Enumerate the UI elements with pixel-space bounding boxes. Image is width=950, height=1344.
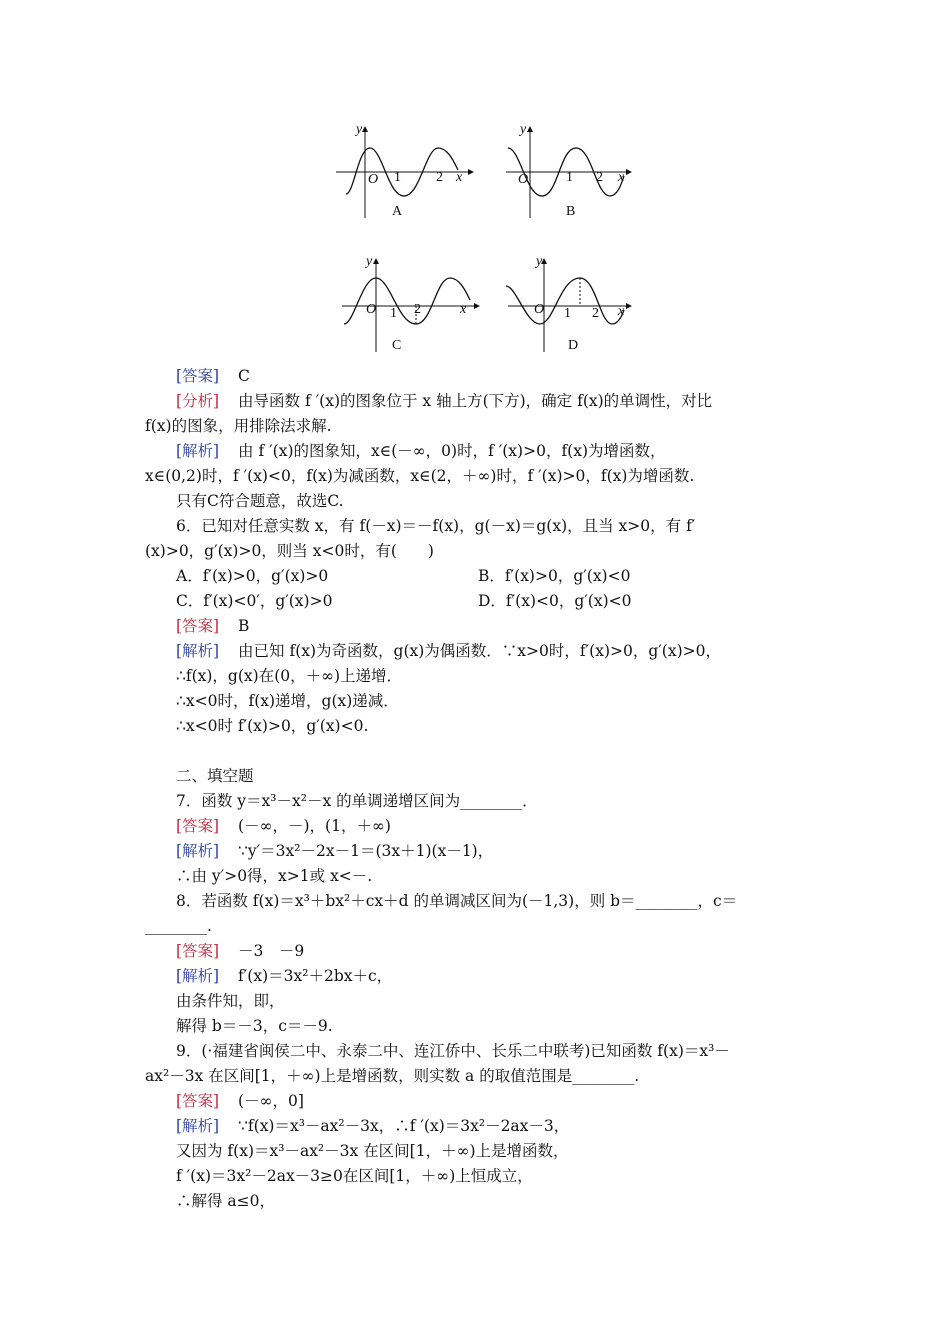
q7-answer-tag: [答案]: [176, 817, 220, 835]
q5-answer-line: [176, 366, 250, 386]
graph-a: [330, 120, 480, 220]
graph-c-origin: O: [366, 302, 377, 317]
graph-b-tick-2: 2: [596, 170, 603, 185]
q6-explain-1: 由已知 f(x)为奇函数，g(x)为偶函数．∵x>0时，f′(x)>0，g′(x)>0，: [238, 642, 721, 660]
q9-explain-line-3: f ′(x)＝3x²－2ax－3≥0在区间[1，＋∞)上恒成立，: [176, 1167, 533, 1185]
graph-a-x-label: x: [456, 170, 463, 185]
q7-stem: 7．函数 y＝x³－x²－x 的单调递增区间为________．: [176, 792, 538, 810]
graph-a-tick-1: 1: [394, 170, 401, 185]
q6-explain-line-1: [176, 641, 721, 661]
q8-explain-line-3: 解得 b＝－3，c＝－9.: [176, 1017, 333, 1035]
q6-option-c: C．f′(x)<0′，g′(x)>0: [176, 592, 333, 610]
graph-d: [502, 252, 652, 357]
q9-answer-line: [176, 1091, 304, 1111]
graph-b-tick-1: 1: [566, 170, 573, 185]
q9-stem-line-2: ax²－3x 在区间[1，＋∞)上是增函数，则实数 a 的取值范围是________.: [145, 1067, 640, 1085]
graph-b: [500, 120, 650, 220]
q5-analysis-1: 由导函数 f ′(x)的图象位于 x 轴上方(下方)，确定 f(x)的单调性，对比: [238, 392, 713, 410]
q7-explain-tag: [解析]: [176, 842, 220, 860]
q6-stem-line-2: (x)>0，g′(x)>0，则当 x<0时，有( ): [145, 542, 434, 560]
graph-d-origin: O: [534, 302, 545, 317]
q9-explain-line-4: ∴解得 a≤0，: [176, 1192, 276, 1210]
graph-d-caption: D: [568, 338, 579, 353]
graph-d-y-label: y: [536, 254, 543, 269]
q9-explain-1: ∵f(x)＝x³－ax²－3x，∴f ′(x)＝3x²－2ax－3，: [238, 1117, 570, 1135]
q8-answer-tag: [答案]: [176, 942, 220, 960]
q6-explain-line-4: ∴x<0时 f′(x)>0，g′(x)<0.: [176, 717, 369, 735]
q9-explain-tag: [解析]: [176, 1117, 220, 1135]
graph-b-origin: O: [518, 172, 529, 187]
q6-answer-tag: [答案]: [176, 617, 220, 635]
q5-answer: C: [238, 367, 250, 385]
q5-analysis-line-2: f(x)的图象，用排除法求解.: [145, 417, 332, 435]
q8-stem-line-1: 8．若函数 f(x)＝x³＋bx²＋cx＋d 的单调减区间为(－1,3)，则 b＝________，c＝: [176, 892, 738, 910]
graph-c-y-label: y: [366, 254, 373, 269]
graph-a-y-label: y: [356, 122, 363, 137]
q8-explain-1: f′(x)＝3x²＋2bx＋c，: [238, 967, 393, 985]
q5-answer-tag: [答案]: [176, 367, 220, 385]
q9-stem-line-1: 9．(·福建省闽侯二中、永泰二中、连江侨中、长乐二中联考)已知函数 f(x)＝x³－: [176, 1042, 730, 1060]
graph-c: [336, 252, 486, 357]
q5-analysis-tag: [分析]: [176, 392, 220, 410]
q6-explain-tag: [解析]: [176, 642, 220, 660]
graph-a-origin: O: [368, 172, 379, 187]
q5-explain-line-3: 只有C符合题意，故选C.: [176, 492, 344, 510]
q6-answer: B: [238, 617, 250, 635]
q9-explain-line-2: 又因为 f(x)＝x³－ax²－3x 在区间[1，＋∞)上是增函数，: [176, 1142, 569, 1160]
q8-answer: －3 －9: [238, 942, 305, 960]
q7-explain-line-2: ∴由 y′>0得，x>1或 x<－.: [176, 867, 373, 885]
q7-explain-1: ∵y′＝3x²－2x－1＝(3x＋1)(x－1)，: [238, 842, 494, 860]
q8-explain-line-2: 由条件知，即，: [176, 992, 285, 1010]
graph-c-tick-1: 1: [390, 306, 397, 321]
graph-d-tick-2: 2: [592, 306, 599, 321]
graph-a-tick-2: 2: [436, 170, 443, 185]
graph-a-caption: A: [392, 204, 403, 219]
section-title: 二、填空题: [176, 767, 254, 785]
q5-explain-tag: [解析]: [176, 442, 220, 460]
q5-explain-line-2: x∈(0,2)时，f ′(x)<0，f(x)为减函数，x∈(2，＋∞)时，f ′(x)>0，f(x)为增函数.: [145, 467, 695, 485]
q6-explain-line-3: ∴x<0时，f(x)递增，g(x)递减．: [176, 692, 399, 710]
graph-b-y-label: y: [520, 122, 527, 137]
q9-explain-line-1: [176, 1116, 569, 1136]
graph-d-tick-1: 1: [564, 306, 571, 321]
q7-explain-line-1: [176, 841, 493, 861]
q9-answer-tag: [答案]: [176, 1092, 220, 1110]
q8-explain-tag: [解析]: [176, 967, 220, 985]
q9-answer: (－∞，0]: [238, 1092, 304, 1110]
graph-c-x-label: x: [460, 302, 467, 317]
graph-b-x-label: x: [618, 170, 625, 185]
q8-explain-line-1: [176, 966, 392, 986]
q6-option-a: A．f′(x)>0，g′(x)>0: [176, 567, 329, 585]
q8-stem-line-2: ________.: [145, 917, 212, 935]
q6-answer-line: [176, 616, 249, 636]
q8-answer-line: [176, 941, 304, 961]
graph-b-caption: B: [566, 204, 576, 219]
q7-answer: (－∞，－)，(1，＋∞): [238, 817, 391, 835]
q7-answer-line: [176, 816, 391, 836]
q6-option-b: B．f′(x)>0，g′(x)<0: [478, 567, 631, 585]
graph-d-x-label: x: [618, 304, 625, 319]
q5-analysis-line-1: [176, 391, 712, 411]
q6-explain-line-2: ∴f(x)，g(x)在(0，＋∞)上递增．: [176, 667, 403, 685]
graph-c-caption: C: [392, 338, 402, 353]
graph-c-tick-2: 2: [414, 302, 421, 317]
q5-explain-line-1: [176, 441, 666, 461]
q6-option-d: D．f′(x)<0，g′(x)<0: [478, 592, 632, 610]
q6-stem-line-1: 6．已知对任意实数 x，有 f(－x)＝－f(x)，g(－x)＝g(x)，且当 x>0，有 f′: [176, 517, 696, 535]
q5-explain-1: 由 f ′(x)的图象知，x∈(－∞，0)时，f ′(x)>0，f(x)为增函数，: [238, 442, 666, 460]
